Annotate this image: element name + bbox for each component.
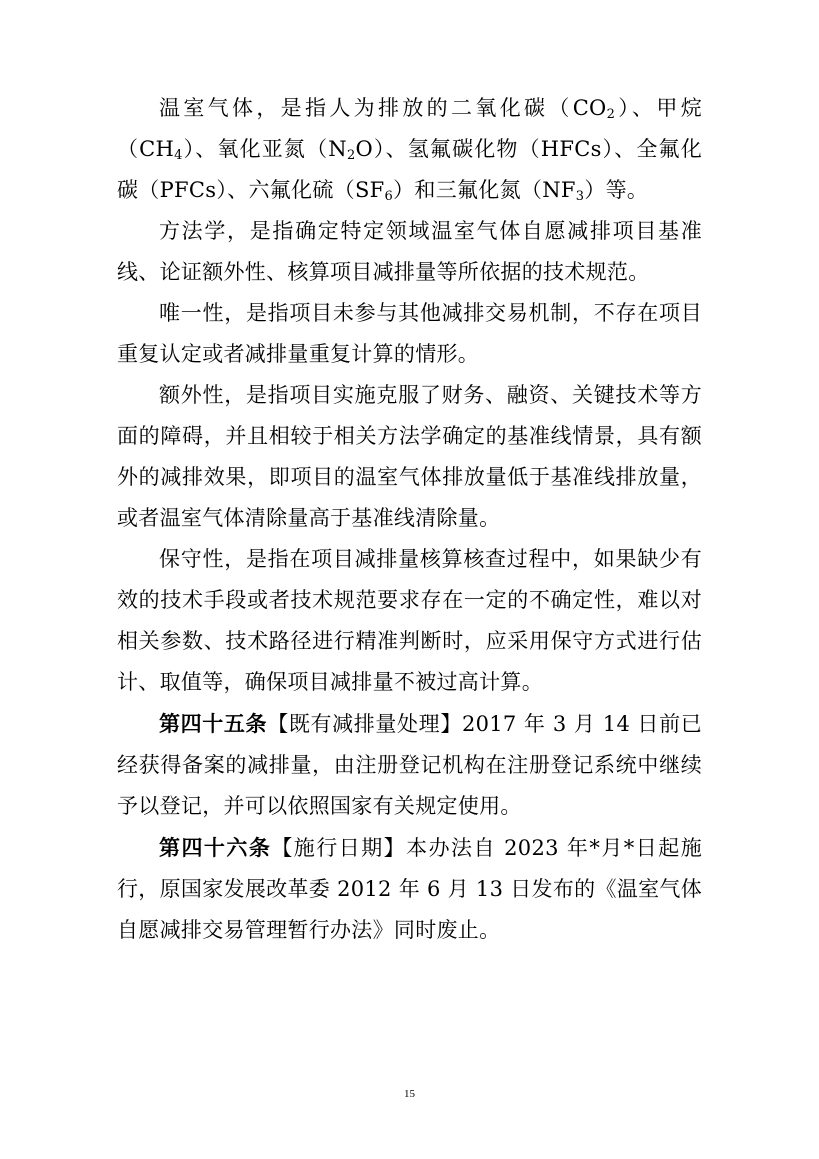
article-45-heading: 第四十五条	[159, 711, 268, 736]
paragraph-uniqueness-definition: 唯一性，是指项目未参与其他减排交易机制，不存在项目重复认定或者减排量重复计算的情形。	[117, 301, 702, 366]
paragraph-article-46	[117, 827, 702, 951]
paragraph-conservativeness-definition: 保守性，是指在项目减排量核算核查过程中，如果缺少有效的技术手段或者技术规范要求存在一定的不确定性，难以对相关参数、技术路径进行精准判断时，应采用保守方式进行估计、取值等，确保项目减排量不被过高计算。	[117, 547, 702, 694]
paragraph-methodology-definition: 方法学，是指确定特定领域温室气体自愿减排项目基准线、论证额外性、核算项目减排量等所依据的技术规范。	[117, 219, 702, 284]
page-number: 15	[404, 1088, 415, 1100]
paragraph-additionality-definition: 额外性，是指项目实施克服了财务、融资、关键技术等方面的障碍，并且相较于相关方法学确定的基准线情景，具有额外的减排效果，即项目的温室气体排放量低于基准线排放量，或者温室气体清除量高于基准线清除量。	[117, 383, 702, 530]
article-46-heading: 第四十六条	[159, 835, 272, 860]
article-46-text: 【施行日期】本办法自 2023 年*月*日起施行，原国家发展改革委 2012 年 6 月 13 日发布的《温室气体自愿减排交易管理暂行办法》同时废止。	[117, 836, 702, 942]
document-body	[117, 88, 702, 951]
paragraph-article-45	[117, 703, 702, 827]
paragraph-greenhouse-gas-definition: 温室气体，是指人为排放的二氧化碳$(CO_2)$、甲烷$(CH_4)$、氧化亚氮$(N_2O)$、氢氟碳化物（HFCs）、全氟化碳（PFCs）、六氟化硫$(SF_6)$和三氟化氮$(NF_3)$等。	[117, 96, 703, 204]
article-45-text: 【既有减排量处理】2017 年 3 月 14 日前已经获得备案的减排量，由注册登记机构在注册登记系统中继续予以登记，并可以依照国家有关规定使用。	[117, 712, 703, 818]
